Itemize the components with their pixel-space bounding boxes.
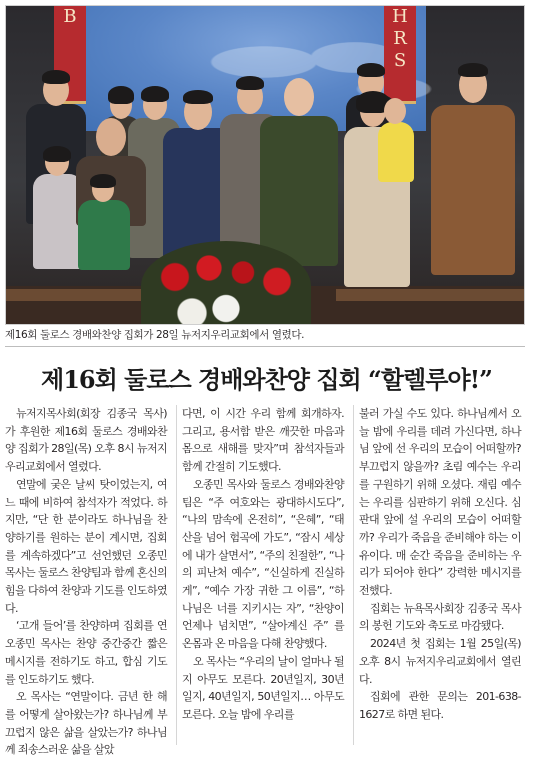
news-photo (5, 5, 525, 325)
article-column-1 (5, 405, 167, 759)
person (374, 96, 418, 216)
headline: 제16회 둘로스 경배와찬양 집회 “할렐루야!” (41, 365, 492, 394)
banner-letter: B (63, 6, 77, 27)
banner-letter: H (392, 6, 408, 27)
person (74, 174, 134, 294)
column-divider (353, 405, 354, 745)
group-photo-scene (6, 6, 524, 324)
paragraph: 오 목사는 “우리의 날이 얼마나 될지 아무도 모른다. 20년일지, 30년일지, 40년일지, 50년일지… 아무도 모른다. 오늘 밤에 우리를 (182, 654, 344, 721)
article-column-3 (359, 405, 521, 724)
paragraph: 다면, 이 시간 우리 함께 회개하자. 그리고, 용서함 받은 깨끗한 마음과 몸으로 새해를 맞자”며 참석자들과 함께 간절히 기도했다. (182, 407, 344, 474)
paragraph: 집회에 관한 문의는 201-638-1627로 하면 된다. (359, 690, 521, 721)
divider (5, 346, 525, 347)
column-divider (176, 405, 177, 745)
banner-letter: R (393, 28, 407, 49)
paragraph: 2024년 첫 집회는 1월 25일(목) 오후 8시 뉴저지우리교회에서 열린다. (359, 637, 521, 686)
paragraph: ‘고개 들어’를 찬양하며 집회를 연 오종민 목사는 찬양 중간중간 짧은 메시지를 전하기도 하고, 합심 기도를 인도하기도 했다. (5, 619, 167, 686)
paragraph: 집회는 뉴욕목사회장 김종국 목사의 봉헌 기도와 축도로 마감됐다. (359, 601, 521, 633)
paragraph: 불러 가실 수도 있다. 하나님께서 오늘 밤에 우리를 데려 가신다면, 하나님 앞에 선 우리의 모습이 어떠할까? 부끄럽지 않을까? 초림 예수는 우리를 구원하기 위해 오셨다. 재림 예수는 우리를 심판하기 위해 오신다. 심판대 앞에 설 우리의 모습이 어떠할까? 우리가 죽음을 준비해야 하는 이유이다. 매 순간 죽음을 준비하는 우리가 되어야 한다” 강력한 메시지를 전했다. (359, 407, 521, 598)
paragraph: 연말에 궂은 날씨 탓이었는지, 여느 때에 비하여 참석자가 적었다. 하지만, “단 한 분이라도 하나님을 찬양하기를 원하는 분이 계시면, 집회를 계속하겠다”고 선언했던 오종민 목사는 둘로스 찬양팀과 함께 혼신의 힘을 다하여 찬양과 기도를 인도하였다. (5, 477, 167, 615)
banner-letter: S (393, 50, 407, 71)
person (431, 61, 516, 291)
paragraph: 오 목사는 “연말이다. 금년 한 해를 어떻게 살아왔는가? 하나님께 부끄럽지 않은 삶을 살았는가? 하나님께 죄송스러운 삶을 살았 (5, 690, 167, 757)
photo-caption: 제16회 둘로스 경배와찬양 집회가 28일 뉴저지우리교회에서 열렸다. (5, 329, 305, 341)
paragraph: 오종민 목사와 둘로스 경배와찬양팀은 “주 여호와는 광대하시도다”, “나의 맘속에 온전히”, “은혜”, “태산을 넘어 험곡에 가도”, “잠시 세상에 내가 살면서”, “주의 친절한”, “나의 피난처 예수”, “신실하게 진실하게”, “예수 가장 귀한 그 이름”, “하나님은 너를 지키시는 자”, “찬양이 언제나 넘치면”, “살아계신 주” 를 온몸과 온 마음을 다해 찬양했다. (182, 477, 344, 651)
article-column-2 (182, 405, 344, 724)
poinsettia-flowers (141, 241, 311, 324)
paragraph: 뉴저지목사회(회장 김종국 목사)가 후원한 제16회 둘로스 경배와찬양 집회가 28일(목) 오후 8시 뉴저지우리교회에서 열렸다. (5, 407, 167, 474)
